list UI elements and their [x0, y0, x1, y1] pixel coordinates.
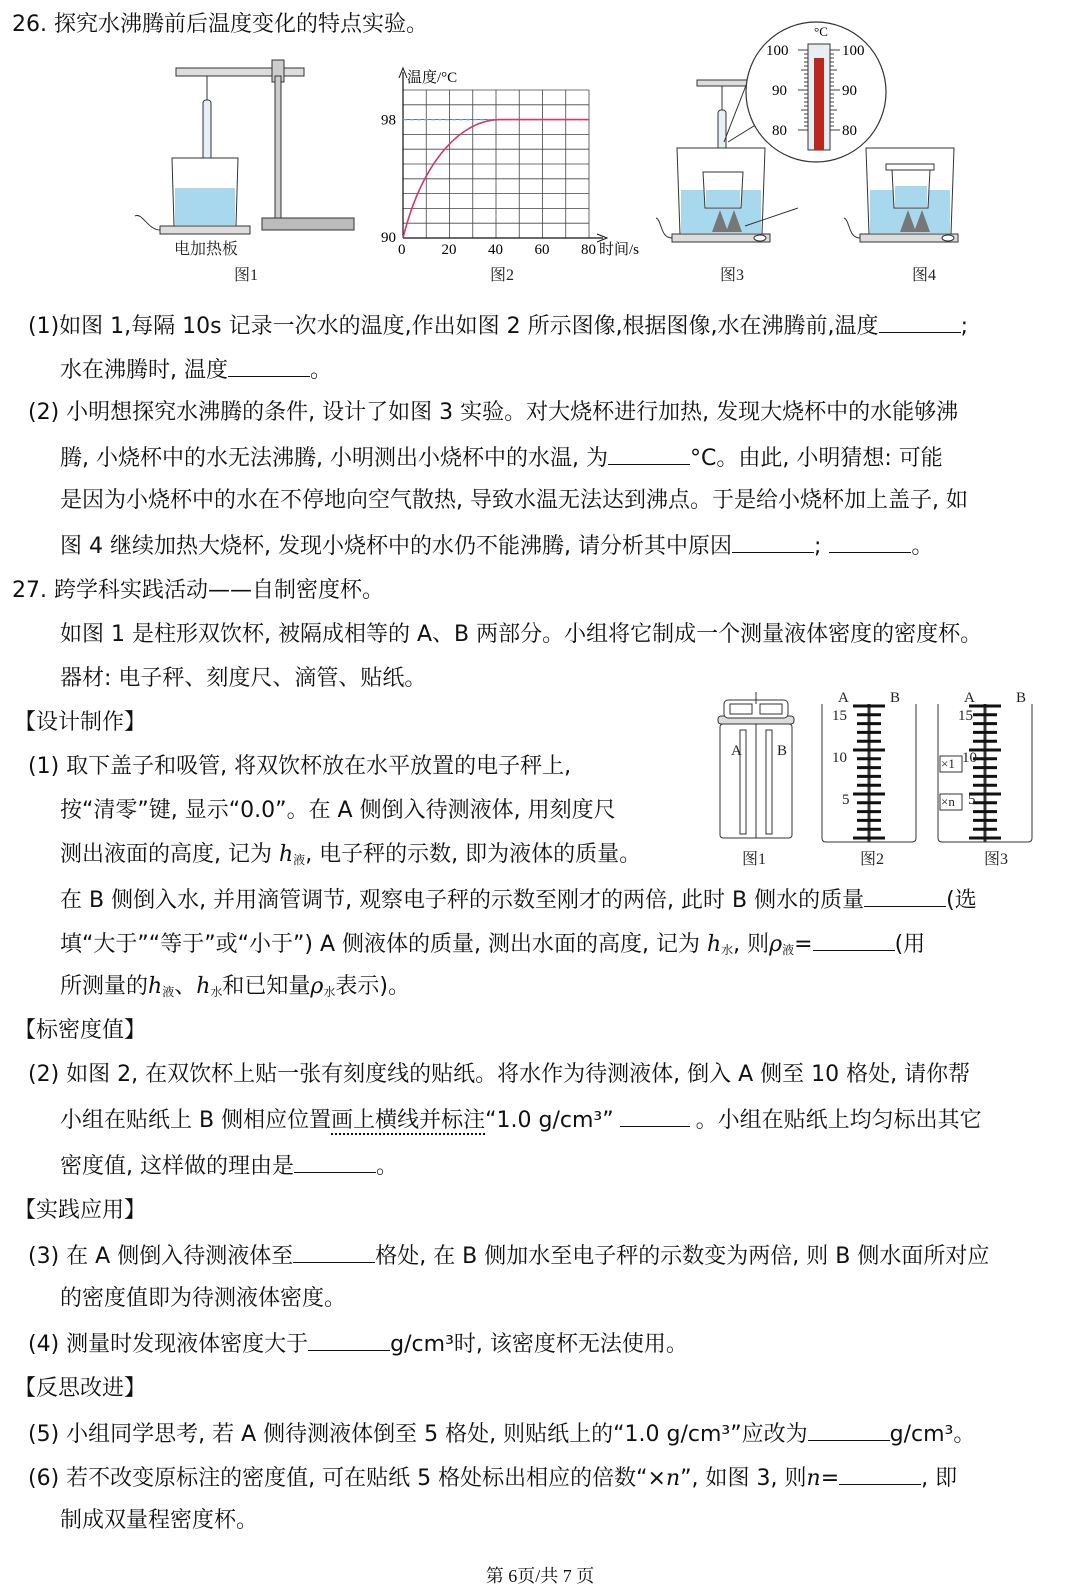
q27-m2-line3: 密度值, 这样做的理由是 。: [60, 1150, 398, 1182]
q26-blank-1[interactable]: [879, 310, 961, 333]
n-symbol: n: [665, 1466, 681, 1491]
q27-r6-text-a: (6) 若不改变原标注的密度值, 可在贴纸 5 格处标出相应的倍数“×: [28, 1466, 666, 1491]
q27-fig3-B: B: [1016, 690, 1027, 706]
q27-d1-text-e4: (用: [894, 932, 926, 957]
graph-ylabel: 温度/°C: [407, 70, 458, 86]
q27-r5-line: [28, 1418, 975, 1450]
q27-d1-text-e: 填“大于”“等于”或“小于”) A 侧液体的质量, 测出水面的高度, 记为: [60, 932, 700, 957]
x-tick: 40: [488, 242, 503, 258]
fig3-apparatus: [656, 22, 886, 242]
liquid-subscript: 液: [162, 985, 175, 999]
q27-fig3-cup: [938, 704, 1032, 842]
q26-p2-line2: [60, 442, 943, 474]
q27-d1-text-c2: , 电子秤的示数, 即为液体的质量。: [305, 842, 642, 867]
x-tick: 80: [581, 242, 596, 258]
equals-sign: =: [820, 1466, 840, 1491]
q27-d1-line6: [60, 972, 410, 1007]
q27-blank-5[interactable]: [293, 1240, 375, 1263]
q27-d1-text-d2: (选: [946, 888, 977, 913]
q26-p1-text-a: (1)如图 1,每隔 10s 记录一次水的温度,作出如图 2 所示图像,根据图像,水在沸腾前,温度: [28, 314, 879, 339]
q27-blank-7[interactable]: [808, 1418, 890, 1441]
q27-a4-line: [28, 1328, 688, 1360]
thermo-label-right: 80: [842, 123, 857, 139]
q27-a4-text-a: (4) 测量时发现液体密度大于: [28, 1332, 309, 1357]
q26-p2-line4: 图 4 继续加热大烧杯, 发现小烧杯中的水仍不能沸腾, 请分析其中原因 ; 。: [60, 530, 933, 562]
q27-r6-line2: 制成双量程密度杯。: [60, 1508, 259, 1533]
q27-r5-text-b: g/cm³。: [889, 1422, 976, 1447]
q27-d1-text-c: 测出液面的高度, 记为: [60, 842, 272, 867]
q26-blank-2[interactable]: [228, 354, 310, 377]
q27-fig3-label: 图3: [984, 851, 1009, 868]
q27-figures: [712, 690, 1062, 872]
q26-p2-text-d: 图 4 继续加热大烧杯, 发现小烧杯中的水仍不能沸腾, 请分析其中原因: [60, 534, 732, 559]
q27-d1-line2: 按“清零”键, 显示“0.0”。在 A 侧倒入待测液体, 用刻度尺: [60, 798, 616, 823]
q27-fig2-B: B: [890, 690, 901, 706]
q27-d1-text-d: 在 B 侧倒入水, 并用滴管调节, 观察电子秤的示数至刚才的两倍, 此时 B 侧水的质量: [60, 888, 865, 913]
q27-fig3-xn: ×n: [941, 794, 955, 809]
fig4-label: 图4: [912, 267, 937, 284]
q27-a3-line1: [28, 1240, 989, 1272]
fig1-plate-label: 电加热板: [174, 241, 239, 258]
water-subscript: 水: [721, 943, 734, 957]
q27-d1-text-e2: , 则: [733, 932, 770, 957]
fig1-apparatus: [135, 60, 354, 234]
q27-r6-text-d: , 即: [921, 1466, 958, 1491]
thermo-label-left: 90: [772, 83, 787, 99]
q27-a3-line2: 的密度值即为待测液体密度。: [60, 1286, 347, 1311]
q27-d1-text-f2: 、: [174, 974, 197, 999]
equals-sign: =: [794, 932, 813, 957]
h-symbol: h: [279, 842, 294, 867]
q27-fig3-tick-15: 15: [958, 708, 973, 724]
q27-d1-text-f3: 和已知量: [222, 974, 311, 999]
q26-p2-text-b2: °C。由此, 小明猜想: 可能: [689, 446, 943, 471]
q27-fig3-tick-10: 10: [962, 750, 977, 766]
q27-fig2-tick-15: 15: [832, 708, 847, 724]
liquid-subscript: 液: [293, 853, 306, 867]
q27-fig1-B: B: [777, 743, 788, 759]
liquid-subscript: 液: [782, 943, 795, 957]
n-symbol: n: [806, 1466, 821, 1491]
q26-blank-3[interactable]: [608, 442, 690, 465]
q26-p2-text-b1: 腾, 小烧杯中的水无法沸腾, 小明测出小烧杯中的水温, 为: [60, 446, 608, 471]
fig2-graph: [381, 68, 639, 258]
fig1-label: 图1: [234, 267, 259, 284]
q27-fig1-label: 图1: [742, 851, 767, 868]
q27-m2-text-b1: 小组在贴纸上 B 侧相应位置: [60, 1108, 332, 1133]
q27-d1-line4: [60, 884, 977, 916]
q27-blank-3[interactable]: [620, 1104, 690, 1127]
q27-a3-text-a1: (3) 在 A 侧倒入待测液体至: [28, 1244, 294, 1269]
x-tick: 60: [534, 242, 550, 258]
q27-fig3-tick-5: 5: [968, 792, 976, 808]
q27-blank-6[interactable]: [308, 1328, 390, 1351]
thermo-label-right: 90: [842, 83, 857, 99]
q27-d1-line3: [60, 840, 641, 875]
q27-section-mark: 【标密度值】: [14, 1018, 147, 1043]
rho-symbol: ρ: [310, 974, 324, 999]
q27-a3-text-a2: 格处, 在 B 侧加水至电子秤的示数变为两倍, 则 B 侧水面所对应: [375, 1244, 990, 1269]
q27-intro1: 如图 1 是柱形双饮杯, 被隔成相等的 A、B 两部分。小组将它制成一个测量液体密度的密度杯。: [60, 622, 983, 647]
q27-fig1-A: A: [731, 743, 742, 759]
thermo-label-left: 100: [766, 43, 789, 59]
q26-p1-line2: 水在沸腾时, 温度 。: [60, 354, 332, 386]
q27-fig3-A: A: [964, 690, 975, 706]
rho-symbol: ρ: [769, 932, 783, 957]
thermo-label-right: 100: [842, 43, 865, 59]
q26-blank-4[interactable]: [732, 530, 814, 553]
q27-d1-line5: [60, 928, 925, 965]
q27-blank-2[interactable]: [813, 928, 895, 951]
y-tick-90: 90: [381, 230, 396, 246]
q27-r6-text-b: ”, 如图 3, 则: [680, 1466, 807, 1491]
fig3-label: 图3: [720, 267, 745, 284]
q26-p2-line3: 是因为小烧杯中的水在不停地向空气散热, 导致水温无法达到沸点。于是给小烧杯加上盖子, 如: [60, 488, 968, 513]
q27-blank-8[interactable]: [839, 1462, 921, 1485]
q27-fig2-A: A: [838, 690, 849, 706]
x-tick: 0: [398, 242, 406, 258]
q26-p1-text-b: 水在沸腾时, 温度: [60, 358, 228, 383]
q27-blank-4[interactable]: [294, 1150, 376, 1173]
graph-xlabel: 时间/s: [599, 242, 640, 258]
q26-semicolon: ;: [960, 314, 968, 339]
q27-blank-1[interactable]: [864, 884, 946, 907]
water-subscript: 水: [323, 985, 336, 999]
q26-blank-5[interactable]: [829, 530, 911, 553]
q26-p1-line1: [28, 310, 968, 342]
water-subscript: 水: [210, 985, 223, 999]
page-footer: 第 6页/共 7 页: [485, 1566, 595, 1586]
q27-m2-line1: (2) 如图 2, 在双饮杯上贴一张有刻度线的贴纸。将水作为待测液体, 倒入 A 侧至 10 格处, 请你帮: [28, 1062, 971, 1087]
q27-fig3-x1: ×1: [941, 756, 955, 771]
h-symbol: h: [706, 932, 722, 957]
q27-fig2-tick-5: 5: [842, 792, 850, 808]
q27-m2-text-b2: “1.0 g/cm³”: [485, 1108, 614, 1133]
fig2-label: 图2: [490, 267, 515, 284]
q27-intro2: 器材: 电子秤、刻度尺、滴管、贴纸。: [60, 666, 427, 691]
h-symbol: h: [148, 974, 163, 999]
q27-d1-text-f4: 表示)。: [335, 974, 410, 999]
q27-a4-text-b: g/cm³时, 该密度杯无法使用。: [390, 1332, 688, 1357]
q27-m2-emphasis: 画上横线并标注: [331, 1108, 486, 1133]
fig4-apparatus: [844, 148, 958, 242]
q27-d1-line1: (1) 取下盖子和吸管, 将双饮杯放在水平放置的电子秤上,: [28, 754, 572, 779]
q26-title: 26. 探究水沸腾前后温度变化的特点实验。: [12, 12, 428, 37]
q27-m2-text-c: 密度值, 这样做的理由是: [60, 1154, 294, 1179]
q27-m2-line2: [60, 1104, 982, 1136]
q27-section-design: 【设计制作】: [14, 710, 147, 735]
q26-p2-line1: (2) 小明想探究水沸腾的条件, 设计了如图 3 实验。对大烧杯进行加热, 发现大烧杯中的水能够沸: [28, 400, 959, 425]
q27-d1-text-f1: 所测量的: [60, 974, 149, 999]
q27-r5-text-a: (5) 小组同学思考, 若 A 侧待测液体倒至 5 格处, 则贴纸上的“1.0 g/cm³”应改为: [28, 1422, 808, 1447]
y-tick-98: 98: [381, 112, 396, 129]
q27-section-apply: 【实践应用】: [14, 1198, 147, 1223]
thermo-unit: °C: [814, 24, 828, 39]
q27-fig1-cup: [718, 692, 794, 838]
q27-section-reflect: 【反思改进】: [14, 1376, 147, 1401]
thermo-label-left: 80: [772, 123, 787, 139]
q27-title: 27. 跨学科实践活动——自制密度杯。: [12, 578, 384, 603]
q27-fig2-tick-10: 10: [832, 750, 847, 766]
h-symbol: h: [196, 974, 211, 999]
q27-fig2-label: 图2: [860, 851, 885, 868]
q27-r6-line1: [28, 1462, 957, 1494]
q27-m2-text-b3: 。小组在贴纸上均匀标出其它: [695, 1108, 982, 1133]
x-tick: 20: [441, 242, 457, 258]
